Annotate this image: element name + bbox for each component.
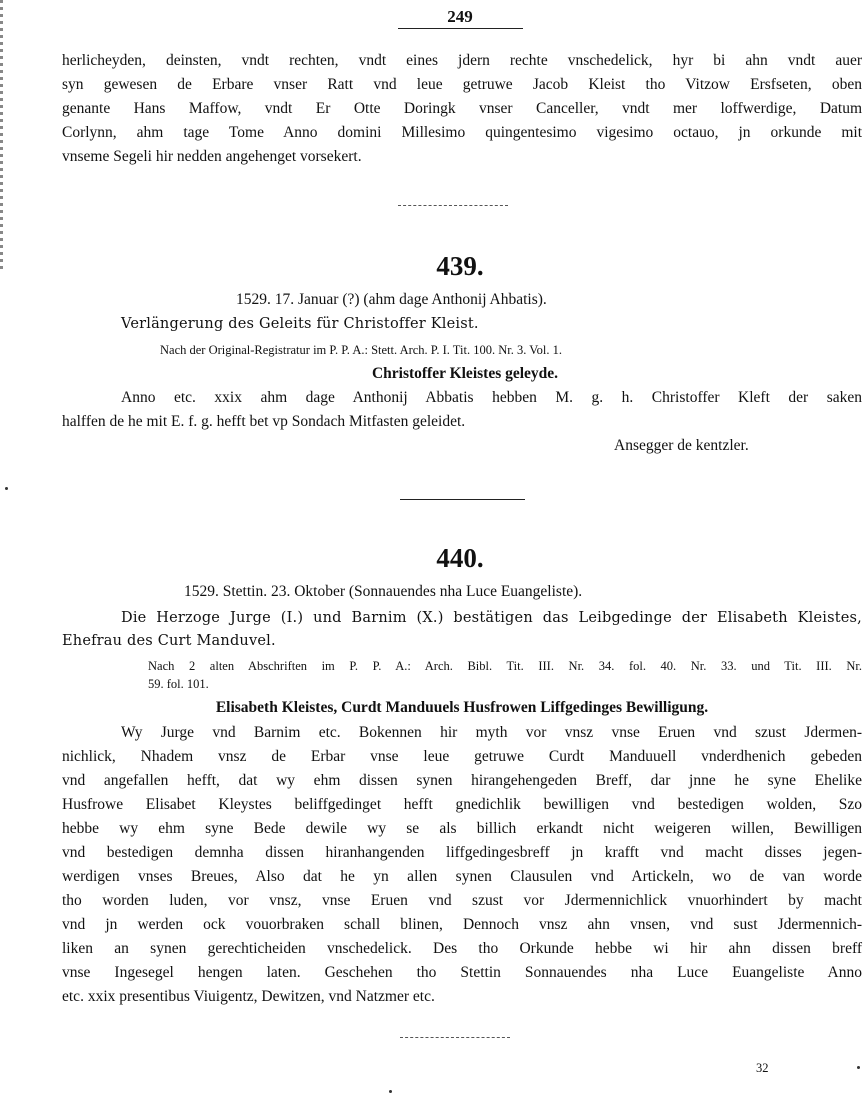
document-body-line: vnd bestedigen demnha dissen hiranhangenden liffgedingesbreff jn krafft vnd macht disses jegen- bbox=[62, 844, 862, 861]
document-body-line: etc. xxix presentibus Viuigentz, Dewitzen, vnd Natzmer etc. bbox=[62, 988, 435, 1005]
document-date-439: 1529. 17. Januar (?) (ahm dage Anthonij Ahbatis). bbox=[236, 291, 547, 308]
document-summary-440: Die Herzoge Jurge (I.) und Barnim (X.) bestätigen das Leibgedinge der Elisabeth Kleistes, bbox=[121, 610, 862, 626]
document-body-line: vnse Ingesegel hengen laten. Geschehen tho Stettin Sonnauendes nha Luce Euangeliste Anno bbox=[62, 964, 862, 981]
document-body-line: halffen de he mit E. f. g. hefft bet vp Sondach Mitfasten geleidet. bbox=[62, 413, 466, 430]
page-number: 249 bbox=[447, 7, 473, 26]
header-rule bbox=[398, 28, 523, 29]
scan-speck bbox=[5, 487, 8, 490]
document-number-440: 440. bbox=[436, 543, 484, 573]
document-body-line: tho worden luden, vor vnsz, vnse Eruen vnd szust vor Jdermennichlick vnuorhindert by macht bbox=[62, 892, 862, 909]
document-summary-439: Verlängerung des Geleits für Christoffer Kleist. bbox=[121, 316, 479, 332]
document-source-439: Nach der Original-Registratur im P. P. A.: Stett. Arch. P. I. Tit. 100. Nr. 3. Vol. 1. bbox=[160, 343, 562, 357]
document-body-line: Anno etc. xxix ahm dage Anthonij Abbatis hebben M. g. h. Christoffer Kleft der saken bbox=[121, 389, 862, 406]
document-body-line: vnd angefallen hefft, dat wy ehm dissen synen hirangehengeden Breff, dar jnne he syne Ehelike bbox=[62, 772, 862, 789]
section-divider bbox=[400, 499, 525, 500]
document-source-440: Nach 2 alten Abschriften im P. P. A.: Arch. Bibl. Tit. III. Nr. 34. fol. 40. Nr. 33. und Tit. III. Nr. bbox=[148, 659, 862, 673]
document-body-line: nichlick, Nhadem vnsz de Erbar vnse leue getruwe Curdt Manduuell vnderdhenich gebeden bbox=[62, 748, 862, 765]
document-body-line: hebbe wy ehm syne Bede dewile wy se als billich erkandt nicht weigeren willen, Bewilligen bbox=[62, 820, 862, 837]
document-body-line: Husfrowe Elisabet Kleystes beliffgedinget hefft gnedichlik bewilligen vnd bestedigen wolden, Szo bbox=[62, 796, 862, 813]
section-divider bbox=[398, 205, 508, 206]
section-divider bbox=[400, 1037, 510, 1038]
document-date-440: 1529. Stettin. 23. Oktober (Sonnauendes nha Luce Euangeliste). bbox=[184, 583, 583, 600]
document-body-line: vnd jn werden ock vouorbraken schall blinen, Dennoch vnsz ahn vnsen, vnd sust Jdermennich- bbox=[62, 916, 862, 933]
document-signature-439: Ansegger de kentzler. bbox=[614, 437, 749, 454]
continuation-line: vnseme Segeli hir nedden angehenget vorsekert. bbox=[62, 148, 362, 165]
document-heading-440: Elisabeth Kleistes, Curdt Manduuels Husfrowen Liffgedinges Bewilligung. bbox=[215, 699, 709, 716]
continuation-line: genante Hans Maffow, vndt Er Otte Doringk vnser Canceller, vndt mer loffwerdige, Datum bbox=[62, 100, 862, 117]
scan-edge-marks bbox=[0, 0, 3, 270]
document-body-line: Wy Jurge vnd Barnim etc. Bokennen hir myth vor vnsz vnse Eruen vnd szust Jdermen- bbox=[121, 724, 862, 741]
scan-speck bbox=[857, 1066, 860, 1069]
document-body-line: liken an synen gerechticheiden vnschedelick. Des tho Orkunde hebbe wi hir ahn dissen breff bbox=[62, 940, 862, 957]
continuation-line: Corlynn, ahm tage Tome Anno domini Millesimo quingentesimo vigesimo octauo, jn orkunde mit bbox=[62, 124, 862, 141]
document-number-439: 439. bbox=[436, 251, 484, 281]
scan-speck bbox=[389, 1090, 392, 1093]
continuation-line: herlicheyden, deinsten, vndt rechten, vndt eines jdern rechte vnschedelick, hyr bi ahn vndt auer bbox=[62, 52, 862, 69]
document-summary-440: Ehefrau des Curt Manduvel. bbox=[62, 633, 276, 649]
document-body-line: werdigen vnses Breues, Also dat he yn allen synen Clausulen vnd Artickeln, wo de van worde bbox=[62, 868, 862, 885]
continuation-line: syn gewesen de Erbare vnser Ratt vnd leue getruwe Jacob Kleist tho Vitzow Ersfseten, oben bbox=[62, 76, 862, 93]
document-source-440: 59. fol. 101. bbox=[148, 677, 209, 691]
document-heading-439: Christoffer Kleistes geleyde. bbox=[371, 365, 559, 382]
signature-mark: 32 bbox=[756, 1061, 769, 1075]
